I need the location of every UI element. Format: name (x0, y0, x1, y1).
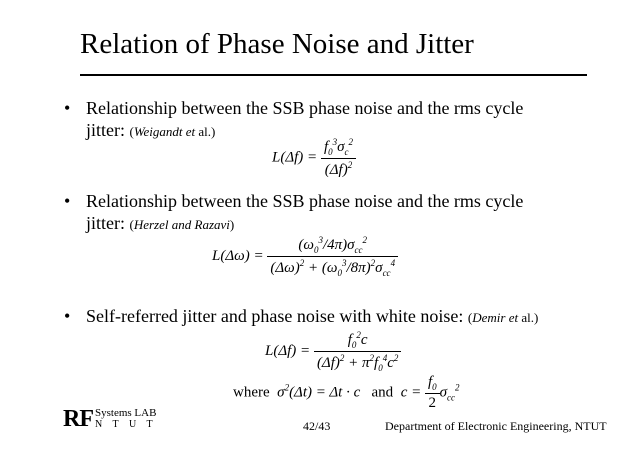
bullet-1-line-1: Relationship between the SSB phase noise and the rms cycle (86, 98, 524, 118)
bullet-2-citation: (Herzel and Razavi) (129, 217, 235, 232)
equation-2-fraction: $\frac{(\omega_0^3/4\pi)\sigma_{cc}^2}{(\Delta\omega)^2 + (\omega_0^3/8\pi)^2\sigma_{cc}^4}$ (267, 235, 398, 278)
equation-2-lhs: L(Δω) = (212, 247, 264, 264)
bullet-3-text: Self-referred jitter and phase noise with white noise: (Demir et al.) (86, 306, 539, 326)
equation-3 (265, 330, 401, 373)
logo-ntut: N T U T (95, 419, 157, 430)
equation-1 (272, 137, 356, 179)
equation-4-where: where (233, 384, 270, 401)
bullet-marker: • (64, 98, 71, 118)
bullet-3 (64, 305, 568, 329)
equation-3-fraction: $\frac{f_0^2c}{(\Delta f)^2 + \pi^2f_0^4c^2}$ (314, 330, 401, 373)
logo-rf: RF (63, 406, 93, 432)
equation-1-fraction: $\frac{f_0^3\sigma_c^2}{(\Delta f)^2}$ (321, 137, 356, 179)
equation-4: where $\sigma^2(\Delta t) = \Delta t \cdot c$ and c = $\frac{f_0}{2}$ $\sigma_{cc}^2$ (233, 374, 460, 411)
lab-logo (63, 406, 171, 432)
department-name: Department of Electronic Engineering, NTUT (385, 419, 607, 433)
bullet-2-line-2: jitter: (Herzel and Razavi) (86, 213, 235, 233)
bullet-1-line-2: jitter: (Weigandt et al.) (86, 120, 216, 140)
logo-systems-lab: Systems LAB (95, 407, 157, 419)
title-underline (80, 74, 587, 76)
bullet-1-citation: (Weigandt et al.) (129, 124, 216, 139)
bullet-2 (64, 190, 568, 240)
equation-2 (212, 235, 398, 278)
equation-4-and: and (371, 384, 394, 401)
bullet-3-citation: (Demir et al.) (467, 310, 539, 325)
equation-4-fraction: $\frac{f_0}{2}$ (425, 374, 440, 412)
bullet-marker: • (64, 191, 71, 211)
page-number: 42/43 (303, 419, 331, 433)
bullet-marker: • (64, 306, 71, 326)
equation-1-lhs: L(Δf) = (272, 149, 318, 166)
equation-3-lhs: L(Δf) = (265, 342, 311, 359)
slide-title: Relation of Phase Noise and Jitter (80, 28, 474, 60)
bullet-2-line-1: Relationship between the SSB phase noise and the rms cycle (86, 191, 524, 211)
bullet-2-text (86, 190, 568, 236)
